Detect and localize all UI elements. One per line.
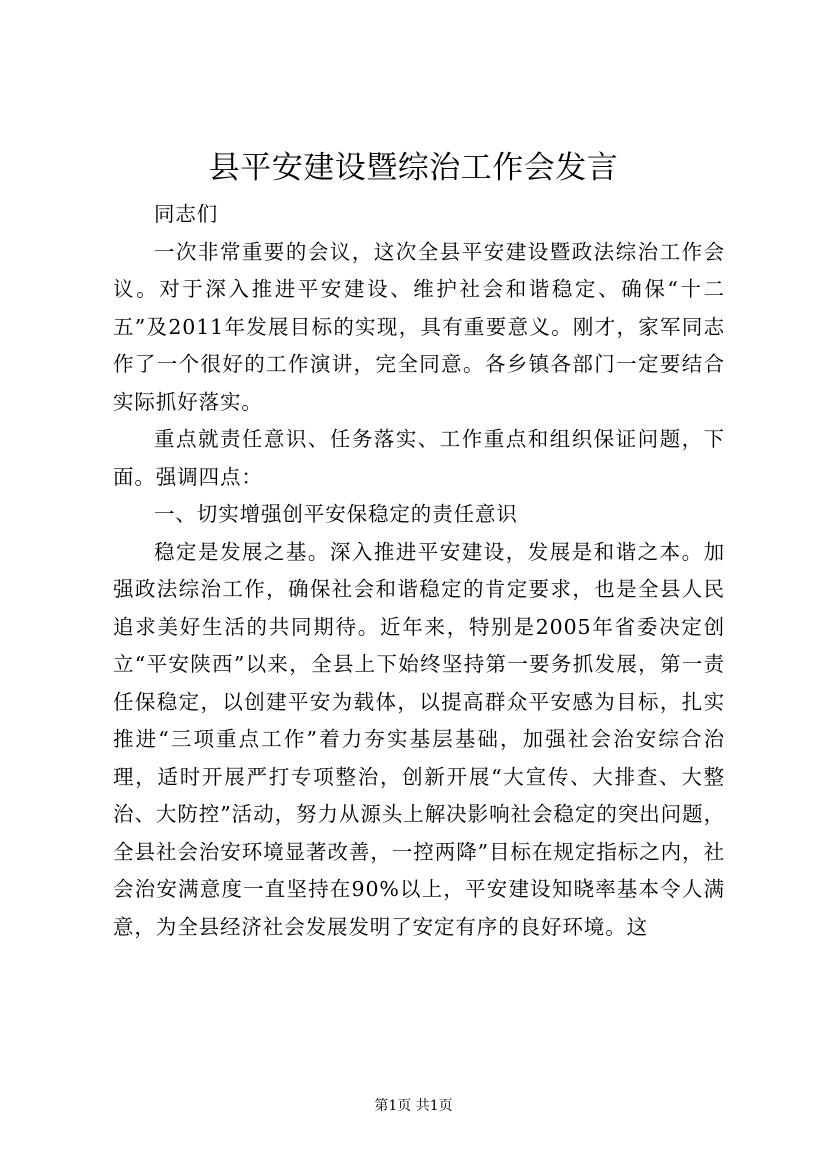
- paragraph-intro: 一次非常重要的会议，这次全县平安建设暨政法综治工作会议。对于深入推进平安建设、维护社会和谐稳定、确保“十二五”及2011年发展目标的实现，具有重要意义。刚才，家军同志作了一个很好的工作演讲，完全同意。各乡镇各部门一定要结合实际抓好落实。: [113, 239, 725, 414]
- document-title: 县平安建设暨综治工作会发言: [208, 150, 619, 186]
- section-heading-1: 一、切实增强创平安保稳定的责任意识: [154, 502, 518, 526]
- salutation: 同志们: [154, 202, 219, 226]
- document-body: [113, 196, 725, 946]
- paragraph-emphasis: 重点就责任意识、任务落实、工作重点和组织保证问题，下面。强调四点：: [113, 427, 725, 489]
- page-footer: 第1页 共1页: [374, 1098, 453, 1114]
- paragraph-section-1: 稳定是发展之基。深入推进平安建设，发展是和谐之本。加强政法综治工作，确保社会和谐稳定的肯定要求，也是全县人民追求美好生活的共同期待。近年来，特别是2005年省委决定创立“平安陕西”以来，全县上下始终坚持第一要务抓发展，第一责任保稳定，以创建平安为载体，以提高群众平安感为目标，扎实推进“三项重点工作”着力夯实基层基础，加强社会治安综合治理，适时开展严打专项整治，创新开展“大宣传、大排查、大整治、大防控”活动，努力从源头上解决影响社会稳定的突出问题，全县社会治安环境显著改善，一控两降”目标在规定指标之内，社会治安满意度一直坚持在90%以上，平安建设知晓率基本令人满意，为全县经济社会发展发明了安定有序的良好环境。这: [113, 539, 725, 939]
